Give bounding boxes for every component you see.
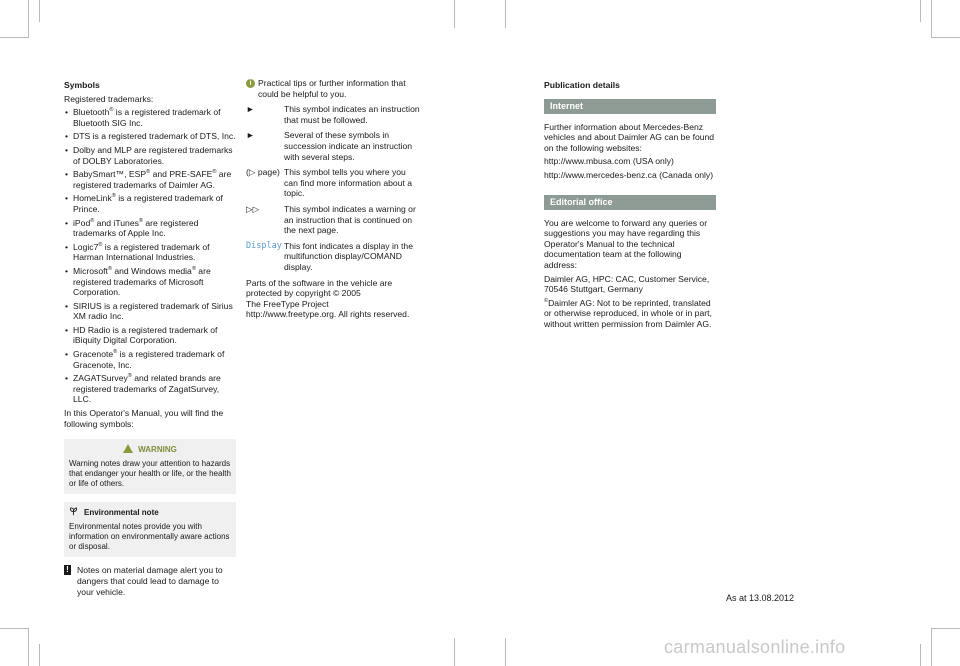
crop-mark <box>454 638 455 666</box>
bullet-dot: • <box>65 144 69 155</box>
trademark-text: Gracenote® is a registered trademark of Gracenote, Inc. <box>73 349 225 370</box>
environmental-note-text: Environmental notes provide you with information on environmentally aware actions or disposal. <box>69 522 230 552</box>
trademark-item <box>64 349 236 370</box>
watermark-logo: carmanualsonline.info <box>664 637 846 657</box>
trademark-item <box>64 373 236 405</box>
trademark-text: Logic7® is a registered trademark of Harman International Industries. <box>73 241 210 263</box>
trademark-item <box>64 107 236 128</box>
crop-mark <box>932 628 960 629</box>
editorial-text: You are welcome to forward any queries or suggestions you may have regarding this Operator's Manual to the technical documentation team at the following address: <box>544 217 708 270</box>
software-copyright-line: protected by copyright © 2005 <box>246 288 361 299</box>
trademark-text: ZAGATSurvey® and related brands are registered trademarks of ZagatSurvey, LLC. <box>73 373 221 405</box>
symbol-row <box>246 130 420 162</box>
software-copyright-line: The FreeType Project <box>246 298 329 309</box>
crop-mark <box>0 628 28 629</box>
address-text: Daimler AG, HPC: CAC, Customer Service, 70546 Stuttgart, Germany <box>544 273 710 295</box>
crop-mark <box>505 638 506 666</box>
warning-triangle-icon <box>123 444 133 453</box>
warning-text: Warning notes draw your attention to hazards that endanger your health or life, or the health or life of others. <box>69 458 231 488</box>
trademark-text: HomeLink® is a registered trademark of Prince. <box>73 193 223 214</box>
crop-mark <box>505 0 506 28</box>
symbols-column <box>64 80 236 597</box>
crop-mark <box>932 37 960 38</box>
symbols-heading: Symbols <box>64 80 100 90</box>
symbol-legend <box>246 104 420 272</box>
bullet-dot: • <box>65 265 69 276</box>
symbol-glyph: ▷▷ <box>246 203 260 214</box>
material-damage-note <box>64 565 236 597</box>
symbol-description: This symbol indicates a warning or an instruction that is continued on the next page. <box>284 203 416 236</box>
practical-tips-text: Practical tips or further information that could be helpful to you. <box>258 78 406 99</box>
publication-column <box>544 80 716 333</box>
as-at-date: As at 13.08.2012 <box>726 593 795 603</box>
publication-heading: Publication details <box>544 80 620 90</box>
crop-mark <box>920 644 921 666</box>
crop-mark <box>931 0 932 38</box>
trademark-text: DTS is a registered trademark of DTS, Inc. <box>73 131 236 142</box>
trademark-item <box>64 218 236 239</box>
leaf-icon <box>69 507 78 516</box>
bullet-dot: • <box>65 349 69 360</box>
crop-mark <box>28 0 29 38</box>
trademark-item <box>64 169 236 190</box>
trademark-text: iPod® and iTunes® are registered trademarks of Apple Inc. <box>73 217 199 239</box>
trademark-text: Bluetooth® is a registered trademark of Bluetooth SIG Inc. <box>73 107 221 128</box>
trademark-item <box>64 193 236 214</box>
material-damage-text: Notes on material damage alert you to dangers that could lead to damage to your vehicle. <box>77 565 223 597</box>
bullet-dot: • <box>65 217 69 228</box>
registered-trademarks-label: Registered trademarks: <box>64 93 154 104</box>
crop-mark <box>28 628 29 666</box>
copyright-text: ©Daimler AG: Not to be reprinted, translated or otherwise reproduced, in whole or in part, without written permission from Daimler AG. <box>544 297 712 329</box>
bullet-dot: • <box>65 131 69 142</box>
crop-mark <box>0 37 28 38</box>
crop-mark <box>39 644 40 666</box>
url-usa[interactable]: http://www.mbusa.com (USA only) <box>544 156 674 167</box>
trademark-text: SIRIUS is a registered trademark of Sirius XM radio Inc. <box>73 300 233 322</box>
trademark-item <box>64 131 236 142</box>
crop-mark <box>454 0 455 28</box>
bullet-dot: • <box>65 373 69 384</box>
software-copyright-line: http://www.freetype.org. All rights reserved. <box>246 309 410 320</box>
trademark-item <box>64 266 236 298</box>
internet-bar: Internet <box>544 99 716 114</box>
symbol-row <box>246 204 420 236</box>
symbol-row <box>246 104 420 125</box>
trademark-text: BabySmart™, ESP® and PRE-SAFE® are registered trademarks of Daimler AG. <box>73 169 232 190</box>
symbol-glyph: Display <box>246 240 282 251</box>
trademark-item <box>64 301 236 322</box>
trademark-list <box>64 107 236 405</box>
bullet-dot: • <box>65 169 69 180</box>
bullet-dot: • <box>65 241 69 252</box>
warning-title: WARNING <box>69 444 231 456</box>
symbol-row <box>246 241 420 273</box>
environmental-note-title: Environmental note <box>69 507 231 519</box>
bullet-dot: • <box>65 107 69 118</box>
trademark-text: Microsoft® and Windows media® are registered trademarks of Microsoft Corporation. <box>73 265 211 298</box>
crop-mark <box>931 628 932 666</box>
editorial-bar: Editorial office <box>544 195 716 210</box>
bullet-dot: • <box>65 300 69 311</box>
practical-tips-note <box>246 78 420 99</box>
symbol-description: This font indicates a display in the multifunction display/COMAND display. <box>284 240 413 272</box>
symbol-row <box>246 167 420 199</box>
symbol-glyph: ► <box>246 130 255 141</box>
trademark-text: Dolby and MLP are registered trademarks of DOLBY Laboratories. <box>73 144 233 166</box>
exclamation-icon: ! <box>64 565 71 575</box>
symbol-glyph: (▷ page) <box>246 167 280 178</box>
crop-mark <box>920 0 921 22</box>
internet-text: Further information about Mercedes-Benz vehicles and about Daimler AG can be found on the following websites: <box>544 121 715 153</box>
warning-box <box>64 439 236 494</box>
tips-column <box>246 78 420 320</box>
bullet-dot: • <box>65 324 69 335</box>
software-copyright-line: Parts of the software in the vehicle are <box>246 277 393 288</box>
symbol-glyph: ► <box>246 104 255 115</box>
symbol-description: This symbol tells you where you can find more information about a topic. <box>284 167 413 199</box>
trademark-item <box>64 145 236 166</box>
trademark-item <box>64 242 236 263</box>
following-symbols-text: In this Operator's Manual, you will find the following symbols: <box>64 408 224 429</box>
crop-mark <box>39 0 40 22</box>
trademark-item <box>64 325 236 346</box>
bullet-dot: • <box>65 193 69 204</box>
environmental-note-box <box>64 502 236 558</box>
url-canada[interactable]: http://www.mercedes-benz.ca (Canada only) <box>544 169 714 180</box>
info-icon: i <box>246 79 255 88</box>
symbol-description: Several of these symbols in succession indicate an instruction with several steps. <box>284 130 413 162</box>
trademark-text: HD Radio is a registered trademark of iBiquity Digital Corporation. <box>73 324 218 346</box>
symbol-description: This symbol indicates an instruction that must be followed. <box>284 104 420 125</box>
